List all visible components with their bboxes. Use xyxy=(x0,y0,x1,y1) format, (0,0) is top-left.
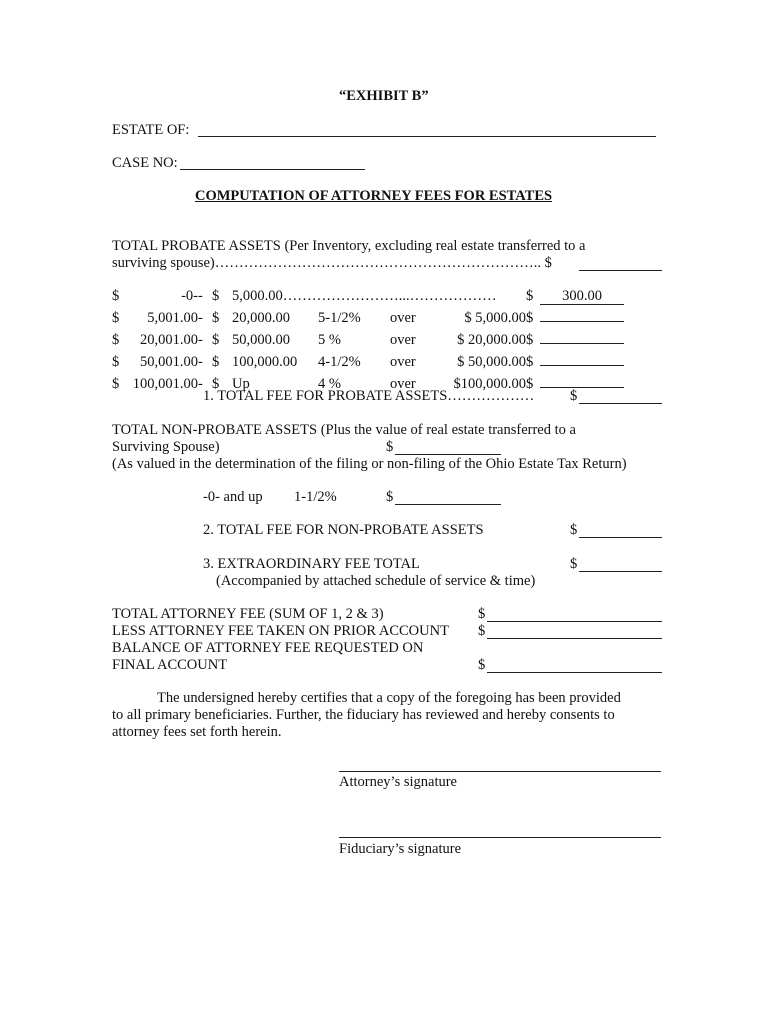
schedule-row xyxy=(112,327,624,349)
schedule-fee-field[interactable] xyxy=(540,305,624,327)
schedule-cell: $ xyxy=(112,332,120,348)
dollar-sign: $ xyxy=(478,623,486,639)
schedule-cell: -0- xyxy=(181,288,198,304)
schedule-cell: - xyxy=(198,310,203,326)
nonprobate-line1: TOTAL NON-PROBATE ASSETS (Plus the value of real estate transferred to a xyxy=(112,422,576,438)
fiduciary-signature-label: Fiduciary’s signature xyxy=(339,841,462,857)
total-nonprobate-fee-label: 2. TOTAL FEE FOR NON-PROBATE ASSETS xyxy=(203,522,484,538)
schedule-cell: over xyxy=(390,354,416,370)
nonprobate-rate: 1-1/2% xyxy=(294,489,337,505)
schedule-cell: 5,000.00……………………...……………… xyxy=(232,288,497,304)
probate-assets-line1: TOTAL PROBATE ASSETS (Per Inventory, excluding real estate transferred to a xyxy=(112,238,586,254)
less-attorney-fee-field[interactable] xyxy=(487,638,662,639)
schedule-fee-field[interactable] xyxy=(540,327,624,349)
schedule-cell: - xyxy=(198,332,203,348)
schedule-cell: $ xyxy=(526,354,534,370)
fiduciary-signature-line[interactable] xyxy=(339,837,661,838)
schedule-cell: $ 50,000.00 xyxy=(457,354,526,370)
schedule-fee-field[interactable] xyxy=(540,288,624,305)
schedule-fee-value: 300.00 xyxy=(540,288,624,305)
schedule-cell: 4 % xyxy=(318,376,341,392)
attorney-signature-label: Attorney’s signature xyxy=(339,774,457,790)
extraordinary-fee-note: (Accompanied by attached schedule of service & time) xyxy=(216,573,536,589)
dollar-sign: $ xyxy=(386,489,394,505)
schedule-cell: over xyxy=(390,310,416,326)
schedule-cell: - xyxy=(198,288,203,304)
schedule-cell: over xyxy=(390,332,416,348)
schedule-fee-field[interactable] xyxy=(540,349,624,371)
attorney-signature-line[interactable] xyxy=(339,771,661,772)
schedule-fee-value xyxy=(540,305,624,322)
dollar-sign: $ xyxy=(478,606,486,622)
main-heading: COMPUTATION OF ATTORNEY FEES FOR ESTATES xyxy=(195,188,553,204)
extraordinary-fee-field[interactable] xyxy=(579,571,662,572)
dollar-sign: $ xyxy=(570,522,578,538)
schedule-cell: 100,000.00 xyxy=(232,354,298,370)
total-probate-fee-field[interactable] xyxy=(579,403,662,404)
schedule-fee-value xyxy=(540,371,624,388)
less-attorney-fee-label: LESS ATTORNEY FEE TAKEN ON PRIOR ACCOUNT xyxy=(112,623,449,639)
case-label: CASE NO: xyxy=(112,155,178,171)
total-nonprobate-fee-field[interactable] xyxy=(579,537,662,538)
dollar-sign: $ xyxy=(386,439,394,455)
nonprobate-rate-field[interactable] xyxy=(395,504,501,505)
dollar-sign: $ xyxy=(570,556,578,572)
schedule-cell: $ xyxy=(212,354,220,370)
schedule-cell: $ xyxy=(112,288,120,304)
fee-schedule-table xyxy=(112,288,624,393)
schedule-cell: $ 5,000.00 xyxy=(464,310,526,326)
schedule-cell: 20,001.00 xyxy=(140,332,198,348)
schedule-cell: $ xyxy=(112,376,120,392)
balance-label: BALANCE OF ATTORNEY FEE REQUESTED ON xyxy=(112,640,424,656)
nonprobate-line2: Surviving Spouse) xyxy=(112,439,220,455)
certification-line3: attorney fees set forth herein. xyxy=(112,724,282,740)
schedule-fee-field[interactable] xyxy=(540,371,624,393)
schedule-cell: $ xyxy=(112,310,120,326)
estate-label: ESTATE OF: xyxy=(112,122,190,138)
schedule-fee-value xyxy=(540,327,624,344)
schedule-cell: $ xyxy=(526,332,534,348)
schedule-cell: 20,000.00 xyxy=(232,310,290,326)
dollar-sign: $ xyxy=(570,388,578,404)
schedule-cell: - xyxy=(198,376,203,392)
schedule-fee-value xyxy=(540,349,624,366)
schedule-cell: $ xyxy=(112,354,120,370)
estate-field[interactable] xyxy=(198,136,656,137)
schedule-cell: - xyxy=(198,354,203,370)
schedule-cell: Up xyxy=(232,376,250,392)
schedule-cell: $ xyxy=(212,332,220,348)
nonprobate-rate-label: -0- and up xyxy=(203,489,263,505)
schedule-row xyxy=(112,305,624,327)
schedule-row xyxy=(112,349,624,371)
schedule-cell: $ xyxy=(212,376,220,392)
schedule-cell: $ xyxy=(212,288,220,304)
dollar-sign: $ xyxy=(478,657,486,673)
schedule-cell: 5,001.00 xyxy=(147,310,198,326)
schedule-cell: 5 % xyxy=(318,332,341,348)
schedule-cell: $ xyxy=(526,288,534,304)
schedule-cell: over xyxy=(390,376,416,392)
nonprobate-line3: (As valued in the determination of the filing or non-filing of the Ohio Estate Tax Return) xyxy=(112,456,627,472)
schedule-cell: $ 20,000.00 xyxy=(457,332,526,348)
probate-assets-field[interactable] xyxy=(579,270,662,271)
probate-assets-line2: surviving spouse)………………………………………………………….. $ xyxy=(112,255,552,271)
schedule-row xyxy=(112,288,624,305)
extraordinary-fee-label: 3. EXTRAORDINARY FEE TOTAL xyxy=(203,556,420,572)
schedule-cell: 50,001.00 xyxy=(140,354,198,370)
schedule-cell: $100,000.00 xyxy=(453,376,526,392)
schedule-cell: 5-1/2% xyxy=(318,310,361,326)
certification-line2: to all primary beneficiaries. Further, the fiduciary has reviewed and hereby consents to xyxy=(112,707,615,723)
certification-line1: The undersigned hereby certifies that a copy of the foregoing has been provided xyxy=(157,690,621,706)
schedule-cell: $ xyxy=(212,310,220,326)
total-attorney-fee-field[interactable] xyxy=(487,621,662,622)
final-account-label: FINAL ACCOUNT xyxy=(112,657,228,673)
balance-field[interactable] xyxy=(487,672,662,673)
schedule-cell: $ xyxy=(526,310,534,326)
total-attorney-fee-label: TOTAL ATTORNEY FEE (SUM OF 1, 2 & 3) xyxy=(112,606,384,622)
schedule-cell: 50,000.00 xyxy=(232,332,290,348)
exhibit-title: “EXHIBIT B” xyxy=(339,88,429,104)
schedule-cell: 100,001.00 xyxy=(132,376,198,392)
nonprobate-assets-field[interactable] xyxy=(395,454,501,455)
total-probate-fee-label: 1. TOTAL FEE FOR PROBATE ASSETS……………… xyxy=(203,388,535,404)
schedule-cell: $ xyxy=(526,376,534,392)
case-number-field[interactable] xyxy=(180,169,365,170)
schedule-cell: 4-1/2% xyxy=(318,354,361,370)
